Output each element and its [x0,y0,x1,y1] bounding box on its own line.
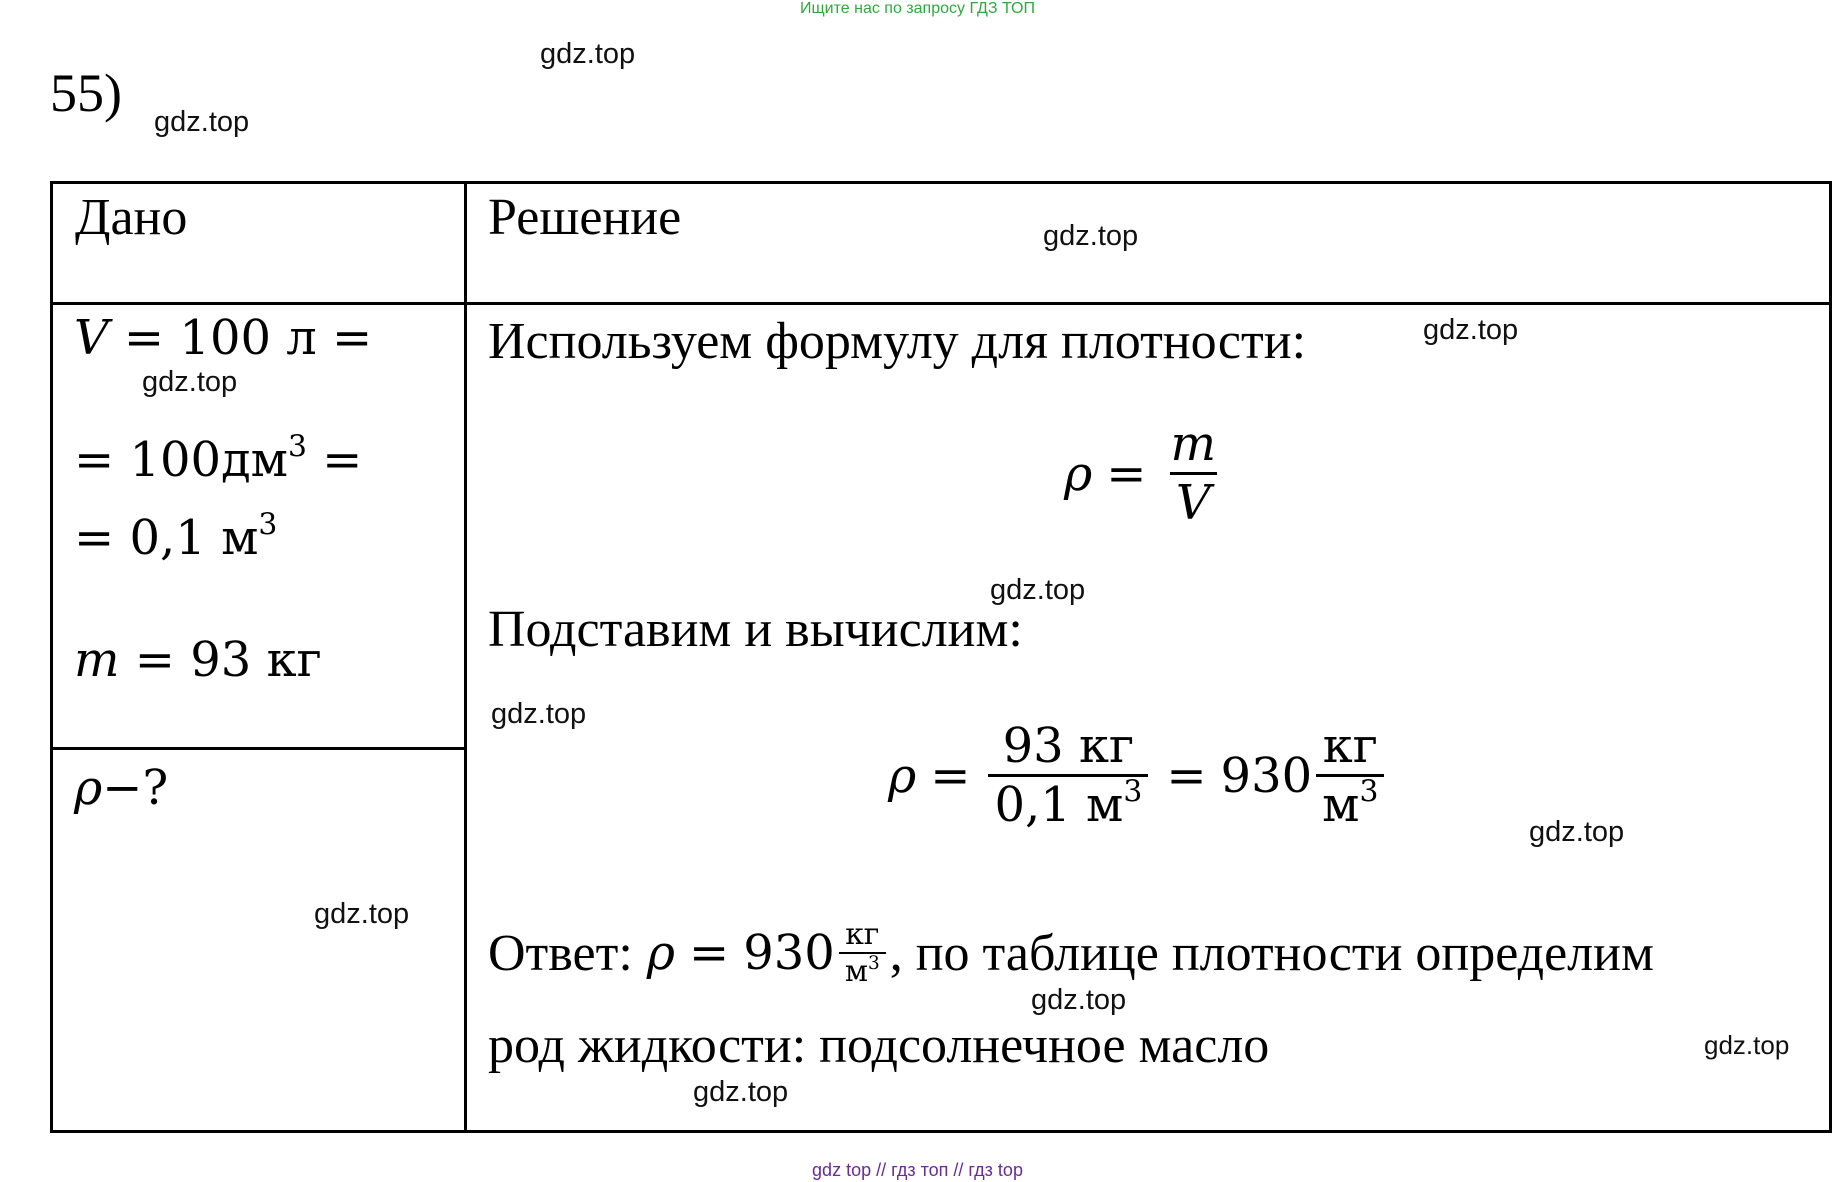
calc-fraction [988,718,1148,833]
calc-numerator: 93 кг [1002,718,1135,774]
table-border-left [50,181,53,1133]
watermark: gdz.top [540,38,636,70]
watermark: gdz.top [693,1076,789,1108]
footer-text: gdz top // гдз топ // гдз top [812,1160,1023,1180]
find-density [74,760,168,816]
given-volume-line1 [74,310,372,366]
exponent: 3 [258,507,278,543]
answer-value: 930 [743,925,835,981]
volume-variable: V [74,310,109,366]
watermark: gdz.top [1423,314,1519,346]
unit-denominator [1316,774,1384,833]
volume-value-dm: = 100дм [74,432,288,488]
watermark: gdz.top [990,574,1086,606]
solution-header: Решение [488,189,682,246]
given-mass [74,632,322,688]
equals-continuation: = [306,432,363,488]
watermark: gdz.top [142,366,238,398]
watermark: gdz.top [1031,984,1127,1016]
watermark: gdz.top [1043,220,1139,252]
fraction-denominator-v: V [1170,472,1217,531]
answer-formula [647,917,890,989]
mass-variable: m [74,632,120,688]
density-variable: ρ [74,760,103,816]
volume-value-m3: = 0,1 м [74,510,259,566]
watermark: gdz.top [154,106,250,138]
unit-denominator-value: м [1322,777,1360,833]
table-border-top [50,181,1832,184]
watermark: gdz.top [314,898,410,930]
watermark: gdz.top [1529,816,1625,848]
equals-sign: = [1106,445,1147,502]
rho-symbol: ρ [888,747,917,804]
answer-line2: род жидкости: подсолнечное масло [488,1017,1270,1074]
volume-value-liters: = 100 л = [108,310,373,366]
table-header-divider [50,302,1832,305]
fraction-numerator-m: m [1170,416,1216,472]
table-border-bottom [50,1130,1832,1133]
answer-label: Ответ: [488,924,633,982]
unit-numerator: кг [1322,718,1378,774]
exponent: 3 [1123,774,1143,810]
given-header: Дано [75,189,188,246]
watermark: gdz.top [1704,1030,1790,1060]
density-formula [1064,416,1226,531]
given-volume-line2 [74,429,363,488]
equals-sign: = [1166,747,1207,804]
calc-denominator [988,774,1148,833]
calculation [888,718,1388,833]
answer-tail: , по таблице плотности определим [889,924,1654,982]
given-find-divider [50,747,466,750]
answer-unit-numerator: кг [845,917,880,952]
find-question: −? [102,760,169,816]
calc-denominator-value: 0,1 м [994,777,1124,833]
answer-unit-denominator [839,952,886,989]
equals-sign: = [689,925,730,981]
answer-unit-denominator-value: м [844,954,868,989]
unit-fraction [1316,718,1384,833]
table-border-right [1829,181,1832,1133]
answer-unit-fraction [839,917,886,989]
exponent: 3 [287,429,307,465]
formula-intro: Используем формулу для плотности: [488,313,1307,370]
calc-result: 930 [1220,747,1313,804]
task-number: 55) [50,63,122,123]
mass-over-volume-fraction [1164,416,1222,531]
given-volume-line3 [74,507,278,566]
top-banner: Ищите нас по запросу ГДЗ ТОП [800,0,1035,17]
table-column-divider [464,181,467,1133]
exponent: 3 [867,953,880,975]
watermark: gdz.top [491,698,587,730]
substitute-intro: Подставим и вычислим: [488,601,1023,658]
equals-sign: = [930,747,971,804]
mass-value: = 93 кг [119,632,322,688]
rho-symbol: ρ [646,925,675,981]
exponent: 3 [1359,774,1379,810]
rho-symbol: ρ [1064,445,1093,502]
